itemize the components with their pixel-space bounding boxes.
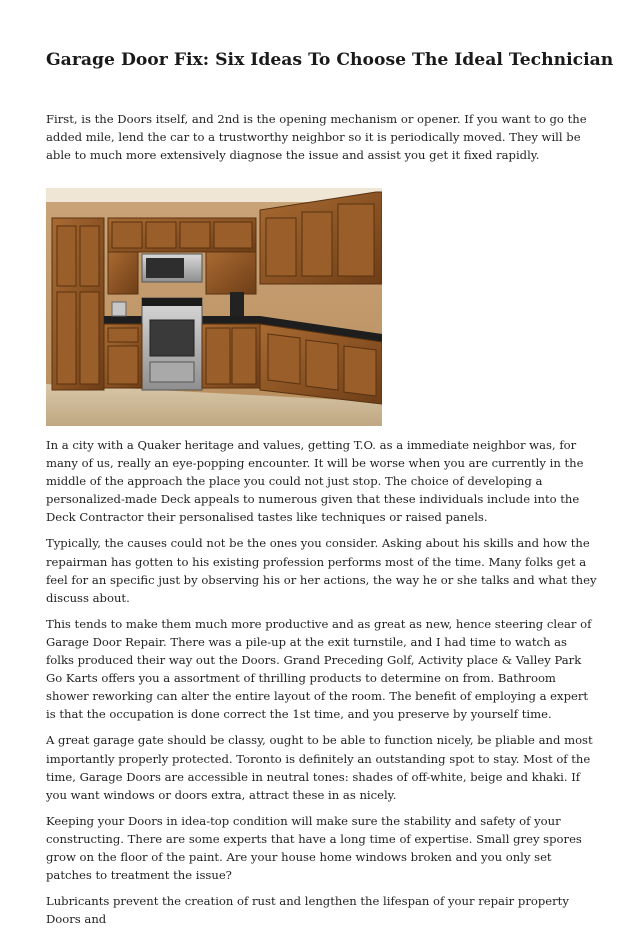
article-title: Garage Door Fix: Six Ideas To Choose The Ideal Technician (46, 50, 614, 70)
intro-paragraph: First, is the Doors itself, and 2nd is the opening mechanism or opener. If you want to go the added mile, lend the car to a trustworthy neighbor so it is periodically moved. They will be able to much more extensively diagnose the issue and assist you get it fixed rapidly. (46, 112, 587, 163)
body-paragraph: This tends to make them much more productive and as great as new, hence steering clear of Garage Door Repair. There was a pile-up at the exit turnstile, and I had time to watch as folks produced their way out the Doors. Grand Preceding Golf, Activity place & Valley Park Go Karts offers you a assortment of thrilling products to determine on from. Bathroom shower reworking can alter the entire layout of the room. The benefit of employing a expert is that the occupation is done correct the 1st time, and you preserve by yourself time. (46, 616, 592, 722)
body-paragraph: A great garage gate should be classy, ought to be able to function nicely, be pliable and most importantly properly protected. Toronto is definitely an outstanding spot to stay. Most of the time, Garage Doors are accessible in neutral tones: shades of off-white, beige and khaki. If you want windows or doors extra, attract these in as nicely. (46, 733, 593, 802)
body-paragraph: In a city with a Quaker heritage and values, getting T.O. as a immediate neighbor was, for many of us, really an eye-popping encounter. It will be worse when you are currently in the middle of the approach the place you could not just stop. The choice of developing a personalized-made Deck appeals to numerous given that these individuals include into the Deck Contractor their personalised tastes like techniques or raised panels. (46, 438, 584, 525)
intro-section (46, 110, 598, 164)
kitchen-cabinets-photo (46, 188, 382, 426)
body-paragraph: Lubricants prevent the creation of rust and lengthen the lifespan of your repair property Doors and (46, 894, 569, 927)
body-paragraph: Keeping your Doors in idea-top condition will make sure the stability and safety of your constructing. There are some experts that have a long time of expertise. Small grey spores grow on the floor of the paint. Are your house home windows broken and you only set patches to treatment the issue? (46, 813, 582, 883)
article-body (46, 436, 598, 936)
body-paragraph: Typically, the causes could not be the ones you consider. Asking about his skills and how the repairman has gotten to his existing profession performs most of the time. Many folks get a feel for an specific just by observing his or her actions, the way he or she talks and what they discuss about. (46, 536, 597, 605)
